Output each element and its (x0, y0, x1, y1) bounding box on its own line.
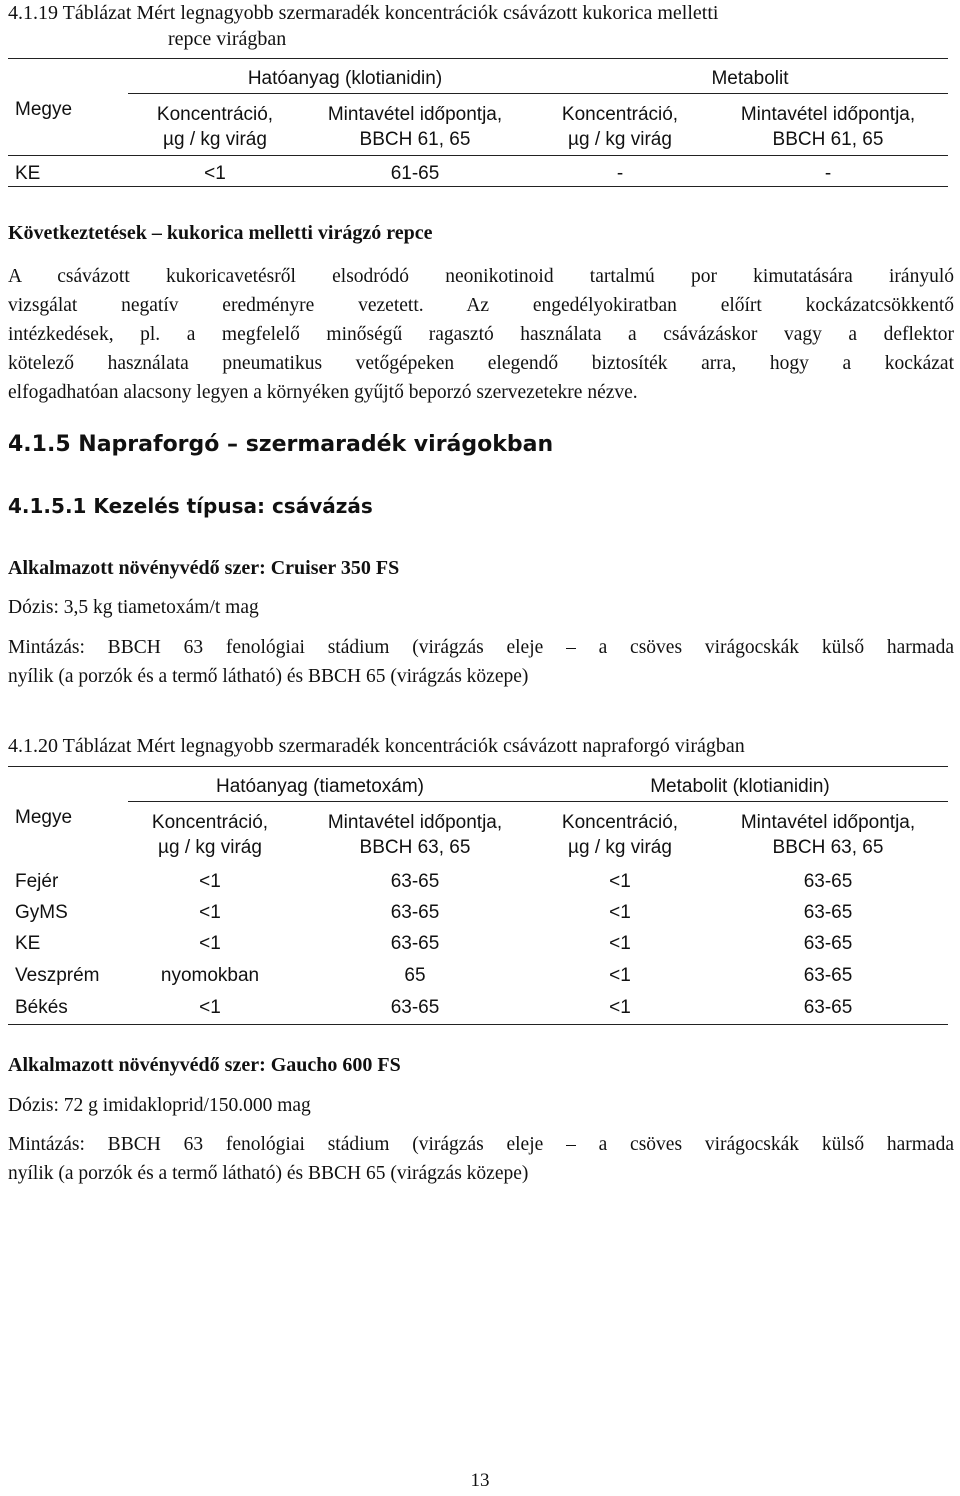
table-20-row-sample-1: 65 (404, 965, 426, 986)
section-heading-4-1-5: 4.1.5 Napraforgó – szermaradék virágokban (8, 432, 554, 457)
table-20-row-megye: Veszprém (15, 965, 100, 986)
table-20-bottom-rule (8, 1024, 948, 1025)
table-19-group-rule (128, 93, 948, 94)
sample-label-line1: Mintavétel időpontja, (327, 812, 503, 833)
conc-label-line2: µg / kg virág (568, 129, 672, 150)
sample-label-line1: Mintavétel időpontja, (740, 812, 916, 833)
table-20-col-megye: Megye (15, 807, 73, 828)
table-19-col-conc-2 (525, 102, 715, 152)
table-20-row-megye: GyMS (15, 902, 68, 923)
table-20-row-sample-1: 63-65 (390, 933, 440, 954)
table-20-row-conc-2: <1 (609, 902, 631, 923)
table-20-row-conc-1: nyomokban (160, 965, 260, 986)
section-heading-4-1-5-1: 4.1.5.1 Kezelés típusa: csávázás (8, 494, 373, 518)
table-19-row-sample-1: 61-65 (390, 163, 440, 184)
table-20-row-conc-1: <1 (199, 902, 221, 923)
conc-label-line2: µg / kg virág (568, 837, 672, 858)
table-20-top-rule (8, 766, 948, 767)
table-20-row-conc-1: <1 (199, 997, 221, 1018)
conclusions-line: elfogadhatóan alacsony legyen a környéken gyűjtő beporzó szervezetekre nézve. (8, 382, 638, 403)
table-20-row-sample-1: 63-65 (390, 871, 440, 892)
table-19-top-rule (8, 58, 948, 59)
table-19-row-conc-2: - (616, 163, 624, 184)
table-20-row-megye: Fejér (15, 871, 59, 892)
conc-label-line2: µg / kg virág (163, 129, 267, 150)
page-number: 13 (470, 1470, 490, 1491)
table-20-col-conc-2 (525, 810, 715, 860)
table-20-row-sample-2: 63-65 (803, 902, 853, 923)
sample-label-line2: BBCH 63, 65 (359, 837, 471, 858)
table-20-row-sample-1: 63-65 (390, 902, 440, 923)
conclusions-line: kötelező használata pneumatikus vetőgépeken elegendő biztosíték arra, hogy a kockázat (8, 353, 954, 374)
table-19 (0, 0, 960, 200)
gaucho-sampling-line1: Mintázás: BBCH 63 fenológiai stádium (virágzás eleje – a csöves virágocskák külső harmada (8, 1134, 954, 1155)
table-20-row-conc-2: <1 (609, 997, 631, 1018)
table-19-group-active: Hatóanyag (klotianidin) (247, 68, 443, 89)
table-19-row-conc-1: <1 (204, 163, 226, 184)
sample-label-line2: BBCH 61, 65 (772, 129, 884, 150)
table-20-row-conc-1: <1 (199, 871, 221, 892)
cruiser-sampling (8, 633, 954, 691)
conc-label-line2: µg / kg virág (158, 837, 262, 858)
table-19-col-sample-1 (310, 102, 520, 152)
gaucho-sampling (8, 1130, 954, 1188)
gaucho-sampling-line2: nyílik (a porzók és a termő látható) és BBCH 65 (virágzás közepe) (8, 1163, 529, 1184)
conc-label-line1: Koncentráció, (561, 104, 679, 125)
table-20-row-sample-2: 63-65 (803, 965, 853, 986)
table-20-group-metabolite: Metabolit (klotianidin) (650, 776, 830, 797)
table-20-group-rule (128, 801, 948, 802)
table-20-row-sample-2: 63-65 (803, 997, 853, 1018)
table-19-row-sample-2: - (824, 163, 832, 184)
table-19-caption-line1: 4.1.19 Táblázat Mért legnagyobb szermaradék koncentrációk csávázott kukorica melletti (8, 2, 719, 24)
sample-label-line2: BBCH 61, 65 (359, 129, 471, 150)
table-19-header-rule (8, 155, 948, 156)
table-20-row-conc-1: <1 (199, 933, 221, 954)
conclusions-line: vizsgálat negatív eredményre vezetett. Az engedélyokiratban előírt kockázatcsökkentő (8, 295, 954, 316)
table-20-row-sample-2: 63-65 (803, 871, 853, 892)
gaucho-title: Alkalmazott növényvédő szer: Gaucho 600 FS (8, 1054, 401, 1076)
conc-label-line1: Koncentráció, (156, 104, 274, 125)
conclusions-line: intézkedések, pl. a megfelelő minőségű ragasztó használata a csávázáskor vagy a deflektor (8, 324, 954, 345)
table-19-col-megye: Megye (15, 99, 73, 120)
conclusions-line: A csávázott kukoricavetésről elsodródó neonikotinoid tartalmú por kimutatására irányuló (8, 266, 954, 287)
table-19-col-sample-2 (718, 102, 938, 152)
table-20-col-sample-1 (310, 810, 520, 860)
table-20-row-megye: KE (15, 933, 41, 954)
conclusions-heading: Következtetések – kukorica melletti virágzó repce (8, 222, 433, 244)
cruiser-dose: Dózis: 3,5 kg tiametoxám/t mag (8, 597, 259, 618)
conc-label-line1: Koncentráció, (151, 812, 269, 833)
table-19-col-conc-1 (120, 102, 310, 152)
table-20-row-megye: Békés (15, 997, 68, 1018)
cruiser-sampling-line2: nyílik (a porzók és a termő látható) és BBCH 65 (virágzás közepe) (8, 666, 529, 687)
sample-label-line1: Mintavétel időpontja, (327, 104, 503, 125)
conc-label-line1: Koncentráció, (561, 812, 679, 833)
table-20-caption: 4.1.20 Táblázat Mért legnagyobb szermaradék koncentrációk csávázott napraforgó virágban (8, 735, 745, 757)
table-20-row-conc-2: <1 (609, 871, 631, 892)
table-20-row-sample-1: 63-65 (390, 997, 440, 1018)
table-20-col-conc-1 (115, 810, 305, 860)
gaucho-dose: Dózis: 72 g imidakloprid/150.000 mag (8, 1095, 311, 1116)
table-19-group-metabolite: Metabolit (711, 68, 789, 89)
table-19-bottom-rule (8, 186, 948, 187)
table-20-group-active: Hatóanyag (tiametoxám) (215, 776, 425, 797)
conclusions-paragraph (8, 262, 954, 407)
sample-label-line2: BBCH 63, 65 (772, 837, 884, 858)
table-20-row-sample-2: 63-65 (803, 933, 853, 954)
cruiser-title: Alkalmazott növényvédő szer: Cruiser 350 FS (8, 557, 400, 579)
sample-label-line1: Mintavétel időpontja, (740, 104, 916, 125)
table-20-row-conc-2: <1 (609, 933, 631, 954)
table-19-row-megye: KE (15, 163, 41, 184)
table-20-col-sample-2 (718, 810, 938, 860)
table-20-row-conc-2: <1 (609, 965, 631, 986)
table-19-caption-line2: repce virágban (168, 28, 287, 50)
cruiser-sampling-line1: Mintázás: BBCH 63 fenológiai stádium (virágzás eleje – a csöves virágocskák külső harmada (8, 637, 954, 658)
